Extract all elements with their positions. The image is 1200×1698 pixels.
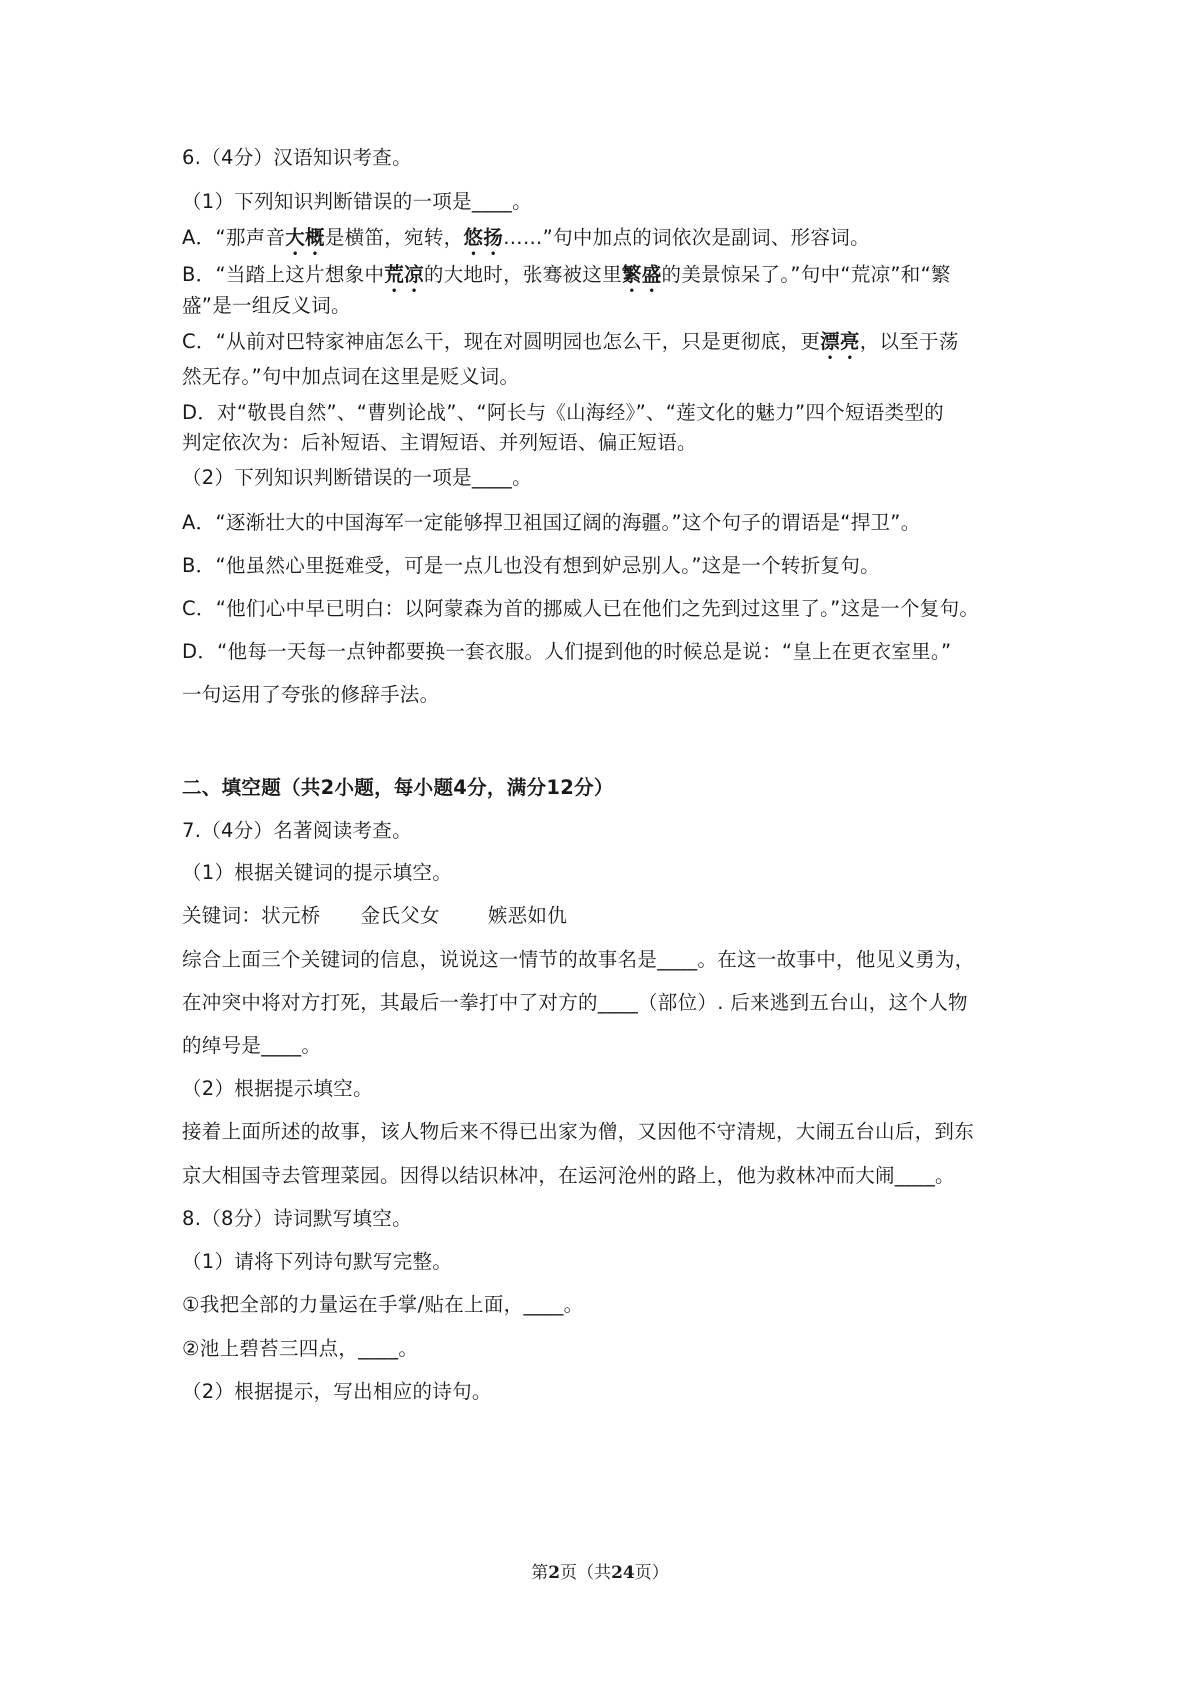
text-segment: A．“那声音 xyxy=(182,226,286,249)
total-pages: 24 xyxy=(611,1563,635,1583)
footer-text: 页（共 xyxy=(560,1563,612,1583)
q6-option-c-line2: 然无存。”句中加点词在这里是贬义词。 xyxy=(182,365,520,388)
q7-title: 7.（4分）名著阅读考查。 xyxy=(182,819,412,842)
keyword: 嫉恶如仇 xyxy=(487,904,568,927)
keyword: 状元桥 xyxy=(261,904,321,927)
q6-title: 6.（4分）汉语知识考查。 xyxy=(182,146,412,169)
q6-part2-option-c: C．“他们心中早已明白：以阿蒙森为首的挪威人已在他们之先到过这里了。”这是一个复句。 xyxy=(182,597,980,620)
text-segment: ，以至于荡 xyxy=(859,330,959,353)
q6-option-b-line2: 盛”是一组反义词。 xyxy=(182,294,351,317)
text-segment: C．“从前对巴特家神庙怎么干，现在对圆明园也怎么干，只是更彻底，更 xyxy=(182,330,821,353)
q7-text-line3: 的绰号是____。 xyxy=(182,1034,322,1057)
q6-part1-prompt: （1）下列知识判断错误的一项是____。 xyxy=(182,190,532,213)
q8-item2: ②池上碧苔三四点，____。 xyxy=(182,1337,419,1360)
q6-option-b xyxy=(182,262,1042,297)
q8-title: 8.（8分）诗词默写填空。 xyxy=(182,1207,412,1230)
dotted-word: 繁盛 xyxy=(621,263,662,286)
dotted-word: 悠扬 xyxy=(463,226,504,249)
q6-part2-option-a: A．“逐渐壮大的中国海军一定能够捍卫祖国辽阔的海疆。”这个句子的谓语是“捍卫”。 xyxy=(182,511,921,534)
text-segment: 的美景惊呆了。”句中“荒凉”和“繁 xyxy=(661,263,951,286)
q8-part1-prompt: （1）请将下列诗句默写完整。 xyxy=(182,1250,453,1273)
dotted-word: 漂亮 xyxy=(820,330,860,353)
dotted-word: 荒凉 xyxy=(384,263,424,286)
footer-text: 页） xyxy=(634,1563,669,1583)
q7-part1-prompt: （1）根据关键词的提示填空。 xyxy=(182,861,453,884)
text-segment: 的大地时，张骞被这里 xyxy=(423,263,622,286)
section-heading: 二、填空题（共2小题，每小题4分，满分12分） xyxy=(182,776,614,799)
page-footer xyxy=(0,1558,1200,1583)
keyword: 金氏父女 xyxy=(360,904,440,927)
q7-text-line4: 接着上面所述的故事，该人物后来不得已出家为僧，又因他不守清规，大闹五台山后，到东 xyxy=(182,1120,975,1143)
q7-text-line5: 京大相国寺去管理菜园。因得以结识林冲，在运河沧州的路上，他为救林冲而大闹____。 xyxy=(182,1164,955,1187)
q6-part2-option-d-line2: 一句运用了夸张的修辞手法。 xyxy=(182,683,440,706)
text-segment: 是横笛，宛转， xyxy=(324,226,464,249)
dotted-word: 大概 xyxy=(285,226,325,249)
q7-text-line1: 综合上面三个关键词的信息，说说这一情节的故事名是____。在这一故事中，他见义勇为， xyxy=(182,948,975,971)
text-segment: ……”句中加点的词依次是副词、形容词。 xyxy=(503,226,870,249)
footer-text: 第 xyxy=(531,1563,549,1583)
q6-part2-option-d: D．“他每一天每一点钟都要换一套衣服。人们提到他的时候总是说：“皇上在更衣室里。” xyxy=(182,640,952,663)
q8-part2-prompt: （2）根据提示，写出相应的诗句。 xyxy=(182,1380,492,1403)
q6-option-c xyxy=(182,329,1042,364)
keywords-label: 关键词： xyxy=(182,904,262,927)
q6-part2-option-b: B．“他虽然心里挺难受，可是一点儿也没有想到妒忌别人。”这是一个转折复句。 xyxy=(182,554,880,577)
q6-option-d-line2: 判定依次为：后补短语、主谓短语、并列短语、偏正短语。 xyxy=(182,431,697,454)
q6-option-d: D．对“敬畏自然”、“曹刿论战”、“阿长与《山海经》”、“莲文化的魅力”四个短语类型的 xyxy=(182,401,944,424)
page-number: 2 xyxy=(548,1563,561,1583)
q7-part2-prompt: （2）根据提示填空。 xyxy=(182,1077,373,1100)
q6-option-a xyxy=(182,225,1042,260)
q8-item1: ①我把全部的力量运在手掌/贴在上面，____。 xyxy=(182,1293,584,1316)
text-segment: B．“当踏上这片想象中 xyxy=(182,263,385,286)
q7-keywords xyxy=(182,903,1042,929)
q6-part2-prompt: （2）下列知识判断错误的一项是____。 xyxy=(182,466,532,489)
q7-text-line2: 在冲突中将对方打死，其最后一拳打中了对方的____（部位）. 后来逃到五台山，这个人物 xyxy=(182,991,968,1014)
